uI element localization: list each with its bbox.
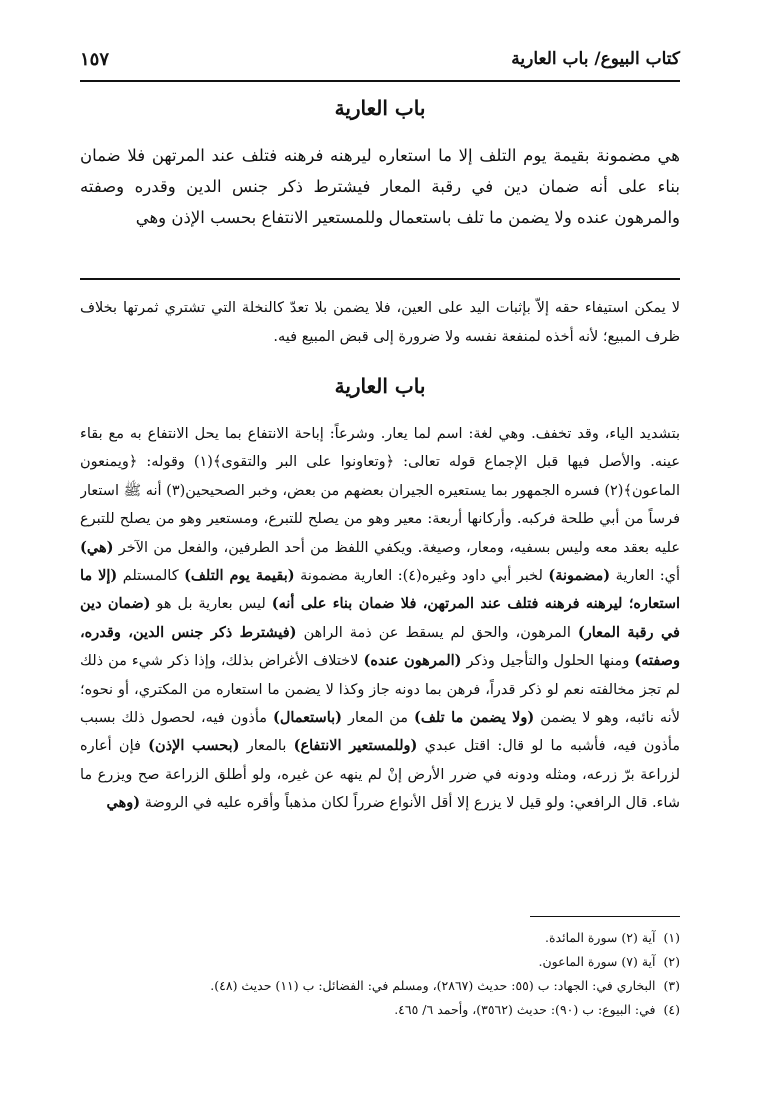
footnote-text: في: البيوع: ب (٩٠): حديث (٣٥٦٢)، وأحمد ٦/ ٤٦٥. <box>394 1002 656 1017</box>
commentary-segment: ليس بعارية بل هو <box>150 596 272 613</box>
footnote-divider <box>530 916 680 917</box>
footnote-item <box>80 974 680 998</box>
commentary-segment: مأذون فيه، لحصول ذلك بسبب مأذون فيه، فأشبه ما لو قال: اقتل عبدي <box>80 710 680 755</box>
commentary-segment: ومنها الحلول والتأجيل وذكر <box>461 653 635 670</box>
running-title: كتاب البيوع/ باب العارية <box>511 49 680 69</box>
header-divider <box>80 80 680 82</box>
commentary-matn-quote: (باستعمال) <box>272 709 343 727</box>
page-header <box>80 40 680 78</box>
commentary-segment: بالمعار <box>239 738 294 755</box>
commentary-segment: أي: العارية <box>610 568 680 585</box>
commentary-segment: المرهون، والحق لم يسقط عن ذمة الراهن <box>296 624 578 641</box>
footnote-text: البخاري في: الجهاد: ب (٥٥: حديث (٢٨٦٧)، ومسلم في: الفضائل: ب (١١) حديث (٤٨). <box>210 978 656 993</box>
commentary-segment: لخبر أبي داود وغيره(٤): العارية مضمونة <box>294 568 549 585</box>
commentary-matn-quote: (فيشترط ذكر جنس الدين، وقدره، وصفته) <box>80 623 680 670</box>
commentary-matn-quote: (المرهون عنده) <box>363 652 462 670</box>
commentary-segment: كالمستلم <box>117 568 185 585</box>
commentary-segment: بتشديد الياء، وقد تخفف. وهي لغة: اسم لما يعار. وشرعاً: إباحة الانتفاع بما يحل الانتفاع به مع بقاء عينه. والأصل فيها قبل الإجماع قوله تعالى: ﴿وتعاونوا على البر والتقوى﴾(١) وقوله: ﴿ويمنعون الماعون﴾(٢) فسره الجمهور بما يستعيره الجيران بعضهم من بعض، وخبر الصحيحين(٣) أنه ﷺ استعار فرساً من أبي طلحة فركبه. وأركانها أربعة: معير وهو من يصلح للتبرع، ومستعير وهو من يصلح للتبرع عليه بعقد معه وليس بسفيه، ومعار، وصيغة. ويكفي اللفظ من أحد الطرفين، والفعل من الآخر <box>80 426 680 556</box>
commentary-matn-quote: (بحسب الإذن) <box>148 737 240 755</box>
footnotes <box>80 926 680 1022</box>
commentary-matn-quote: (وللمستعير الانتفاع) <box>293 737 418 755</box>
footnote-item <box>80 926 680 950</box>
matn-text: هي مضمونة بقيمة يوم التلف إلا ما استعاره ليرهنه فرهنه فتلف عند المرتهن فلا ضمان بناء على أنه ضمان دين في رقبة المعار فيشترط ذكر جنس الدين وقدره وصفته والمرهون عنده ولا يضمن ما تلف باستعمال وللمستعير الانتفاع بحسب الإذن وهي <box>80 146 680 227</box>
commentary-segment: فإن أعاره لزراعة برّ زرعه، ومثله ودونه في ضرر الأرض إنْ لم ينهه عن غيره، ولو أطلق الزراعة صح ويزرع ما شاء. قال الرافعي: ولو قيل لا يزرع إلا أقل الأنواع ضرراً لكان مذهباً وأقره عليه في الروضة <box>80 738 680 812</box>
commentary-matn-quote: (إلا ما استعاره؛ ليرهنه فرهنه فتلف عند المرتهن، فلا ضمان بناء على أنه) <box>80 567 680 613</box>
commentary-title: باب العارية <box>334 374 426 398</box>
commentary-matn-quote: (ضمان دين في رقبة المعار) <box>80 595 680 641</box>
footnote-number: (١) <box>663 930 680 945</box>
commentary-matn-quote: (مضمونة) <box>548 567 611 585</box>
commentary-matn-quote: (ولا يضمن ما تلف) <box>413 709 535 727</box>
page-number: ١٥٧ <box>80 48 110 70</box>
footnote-item <box>80 950 680 974</box>
matn-commentary-divider <box>80 278 680 280</box>
commentary-matn-quote: (بقيمة يوم التلف) <box>184 567 295 585</box>
commentary-matn-quote: (هي) <box>80 538 114 556</box>
footnote-number: (٤) <box>663 1002 680 1017</box>
footnote-item <box>80 998 680 1022</box>
commentary-matn-quote: (وهي <box>106 794 141 812</box>
commentary-segment: من المعار <box>342 710 414 727</box>
matn-title: باب العارية <box>334 96 426 120</box>
footnote-number: (٣) <box>663 978 680 993</box>
footnote-text: آية (٢) سورة المائدة. <box>545 930 656 945</box>
commentary-segment: لاختلاف الأغراض بذلك، وإذا ذكر شيء من ذلك لم تجز مخالفته نعم لو ذكر قدراً، فرهن بما دونه جاز وكذا لا يضمن ما استعاره من المكتري، أو نحوه؛ لأنه نائبه، وهو لا يضمن <box>80 653 680 727</box>
footnote-text: آية (٧) سورة الماعون. <box>538 954 656 969</box>
previous-commentary-text: لا يمكن استيفاء حقه إلاّ بإثبات اليد على العين، فلا يضمن بلا تعدّ كالنخلة التي تشتري ثمرتها بخلاف ظرف المبيع؛ لأنه أخذه لمنفعة نفسه ولا ضرورة إلى قبض المبيع فيه. <box>80 300 680 345</box>
commentary-text <box>80 420 680 888</box>
footnote-number: (٢) <box>663 954 680 969</box>
